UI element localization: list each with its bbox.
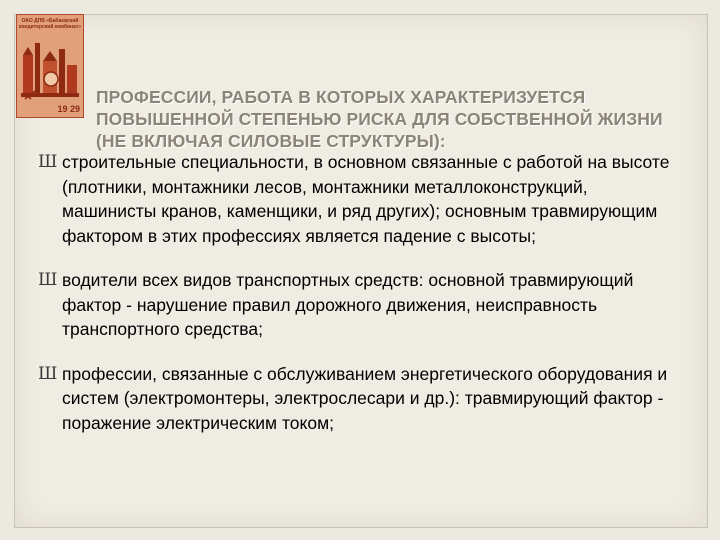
bullet-marker: Ш (38, 363, 58, 384)
bullet-marker: Ш (38, 270, 58, 290)
logo-caption: ОАО ДПВ «Бабаевский кондитерский комбинат» (18, 18, 82, 30)
bullet-text: строительные специальности, в основном связанные с работой на высоте (плотники, монтажники лесов, монтажники металлоконструкций, машинисты кранов, каменщики, и ряд других); основным травмирующим фактором в этих профессиях является падение с высоты; (62, 152, 670, 246)
bullet-marker: Ш (38, 152, 58, 172)
factory-emblem-icon (21, 35, 79, 101)
bullet-text: водители всех видов транспортных средств: основной травмирующий фактор - нарушение правил дорожного движения, неисправность транспортного средства; (62, 270, 634, 339)
bullet-item-construction (38, 150, 678, 248)
bullet-list (38, 150, 678, 455)
bullet-item-energy (38, 362, 678, 436)
company-logo (16, 14, 84, 118)
bullet-text: профессии, связанные с обслуживанием энергетического оборудования и систем (электромонтеры, электрослесари и др.): травмирующий фактор - поражение электрическим током; (62, 363, 668, 433)
logo-year: 19 29 (57, 104, 80, 114)
bullet-item-drivers (38, 268, 678, 342)
slide-title: ПРОФЕССИИ, РАБОТА В КОТОРЫХ ХАРАКТЕРИЗУЕТСЯ ПОВЫШЕННОЙ СТЕПЕНЬЮ РИСКА ДЛЯ СОБСТВЕННОЙ ЖИЗНИ (НЕ ВКЛЮЧАЯ СИЛОВЫЕ СТРУКТУРЫ): (96, 87, 663, 151)
